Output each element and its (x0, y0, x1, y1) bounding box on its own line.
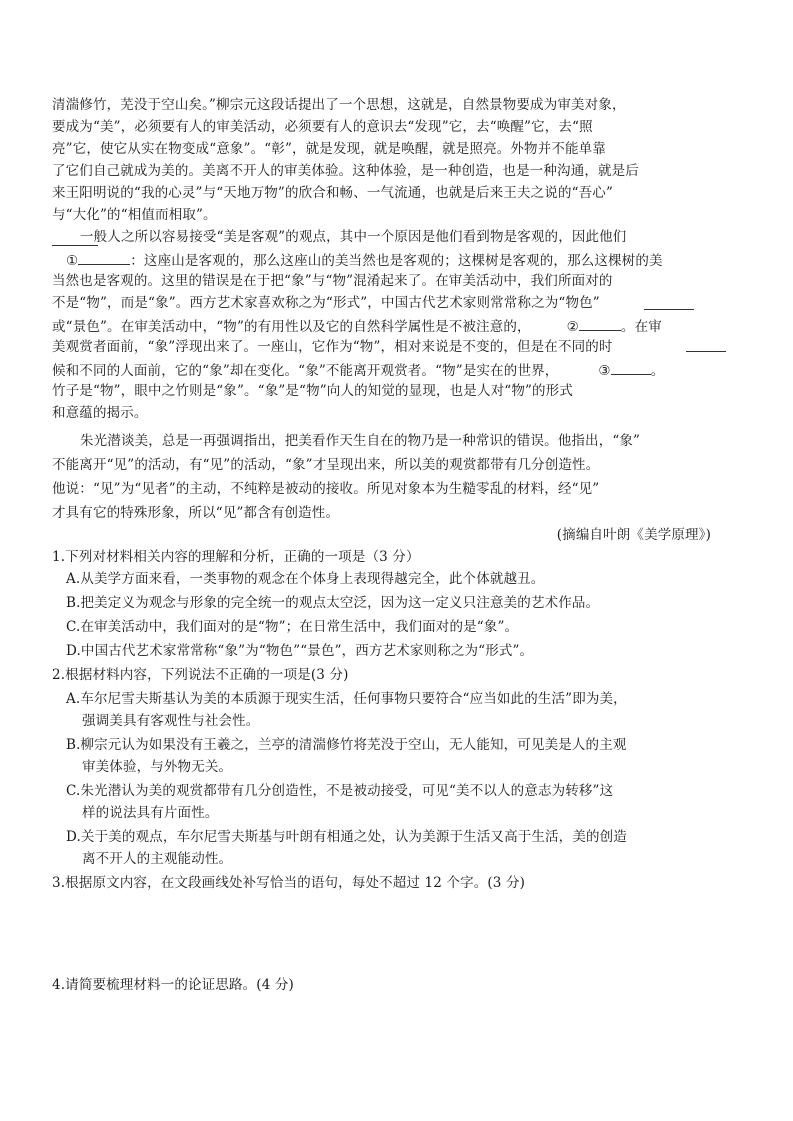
option-b[interactable]: B.把美定义为观念与形象的完全统一的观点太空泛，因为这一定义只注意美的艺术作品。 (66, 595, 600, 611)
passage-line: 美观赏者面前，“象”浮现出来了。一座山，它作为“物”，相对来说是不变的，但是在不同的时 (52, 339, 613, 355)
passage-line: 候和不同的人面前，它的“象”却在变化。“象”不能离开观赏者。“物”是实在的世界， ③ 。 (52, 359, 664, 379)
fill-blank-underline (52, 245, 98, 246)
option-c[interactable]: C.朱光潜认为美的观赏都带有几分创造性，不是被动接受，可见“美不以人的意志为转移”这 (66, 783, 614, 799)
passage-line: 当然也是客观的。这里的错误是在于把“象”与“物”混淆起来了。在审美活动中，我们所面对的 (52, 273, 613, 289)
passage-line: 了它们自己就成为美的。美离不开人的审美体验。这种体验，是一种创造，也是一种沟通，就是后 (52, 163, 639, 179)
passage-line: 来王阳明说的“我的心灵”与“天地万物”的欣合和畅、一气流通，也就是后来王夫之说的“吾心” (52, 185, 614, 201)
passage-line: 亮”它，使它从实在物变成“意象”。“彰”，就是发现，就是唤醒，就是照亮。外物并不能单靠 (52, 141, 606, 157)
passage-line: 清湍修竹，芜没于空山矣。”柳宗元这段话提出了一个思想，这就是，自然景物要成为审美对象， (52, 97, 626, 113)
passage-line: ① ：这座山是客观的，那么这座山的美当然也是客观的；这棵树是客观的，那么这棵树的美 (52, 249, 663, 269)
passage-line: 要成为“美”，必须要有人的审美活动，必须要有人的意识去“发现”它，去“唤醒”它，去“照 (52, 119, 593, 135)
option-d[interactable]: D.中国古代艺术家常常称“象”为“物色”“景色”，西方艺术家则称之为“形式”。 (66, 643, 534, 659)
fill-blank-1[interactable] (78, 249, 130, 265)
option-c-continued: 样的说法具有片面性。 (82, 805, 219, 821)
passage-line: 与“大化”的“相值而相取”。 (52, 207, 217, 223)
fill-blank-3[interactable] (611, 359, 651, 375)
passage-line: 或“景色”。在审美活动中，“物”的有用性以及它的自然科学属性是不被注意的， ② 。在审 (52, 315, 662, 335)
option-d[interactable]: D.关于美的观点，车尔尼雪夫斯基与叶朗有相通之处，认为美源于生活又高于生活，美的创造 (66, 829, 627, 845)
question-stem: 4.请简要梳理材料一的论证思路。(4 分) (52, 977, 294, 993)
passage-line: 他说：“见”为“见者”的主动，不纯粹是被动的接收。所见对象本为生糙零乱的材料，经“见” (52, 481, 600, 497)
passage-line: 一般人之所以容易接受“美是客观”的观点，其中一个原因是他们看到物是客观的，因此他们 (80, 229, 627, 245)
passage-line: 不能离开“见”的活动，有“见”的活动，“象”才呈现出来，所以美的观赏都带有几分创造性。 (52, 457, 600, 473)
answer-area-4[interactable] (52, 999, 732, 1089)
source-citation: (摘编自叶朗《美学原理》) (556, 527, 711, 543)
blank-marker-2: ② (566, 319, 579, 335)
passage-line: 和意蕴的揭示。 (52, 405, 148, 421)
option-c[interactable]: C.在审美活动中，我们面对的是“物”；在日常生活中，我们面对的是“象”。 (66, 619, 519, 635)
blank-marker-1: ① (66, 253, 79, 269)
passage-line: 朱光潜谈美，总是一再强调指出，把美看作天生自在的物乃是一种常识的错误。他指出，“象” (80, 433, 641, 449)
passage-line: 竹子是“物”，眼中之竹则是“象”。“象”是“物”向人的知觉的显现，也是人对“物”的形式 (52, 383, 573, 399)
fill-blank-2[interactable] (579, 315, 621, 331)
question-stem: 2.根据材料内容，下列说法不正确的一项是(3 分) (52, 667, 349, 683)
option-a[interactable]: A.车尔尼雪夫斯基认为美的本质源于现实生活，任何事物只要符合“应当如此的生活”即为美， (66, 691, 627, 707)
question-stem: 1.下列对材料相关内容的理解和分析，正确的一项是（3 分） (52, 549, 420, 565)
blank-marker-3: ③ (598, 363, 611, 379)
question-stem: 3.根据原文内容，在文段画线处补写恰当的语句，每处不超过 12 个字。(3 分) (52, 875, 526, 891)
passage-line: 不是“物”，而是“象”。西方艺术家喜欢称之为“形式”，中国古代艺术家则常常称之为“物色” (52, 295, 600, 311)
answer-area-3[interactable] (52, 897, 732, 947)
passage-line: 才具有它的特殊形象，所以“见”都含有创造性。 (52, 505, 340, 521)
option-a-continued: 强调美具有客观性与社会性。 (82, 713, 260, 729)
option-a[interactable]: A.从美学方面来看，一类事物的观念在个体身上表现得越完全，此个体就越丑。 (66, 571, 545, 587)
option-b-continued: 审美体验，与外物无关。 (82, 759, 233, 775)
fill-blank-underline (686, 351, 726, 352)
option-b[interactable]: B.柳宗元认为如果没有王羲之，兰亭的清湍修竹将芜没于空山，无人能知，可见美是人的主观 (66, 737, 627, 753)
fill-blank-underline (644, 309, 694, 310)
option-d-continued: 离不开人的主观能动性。 (82, 851, 233, 867)
